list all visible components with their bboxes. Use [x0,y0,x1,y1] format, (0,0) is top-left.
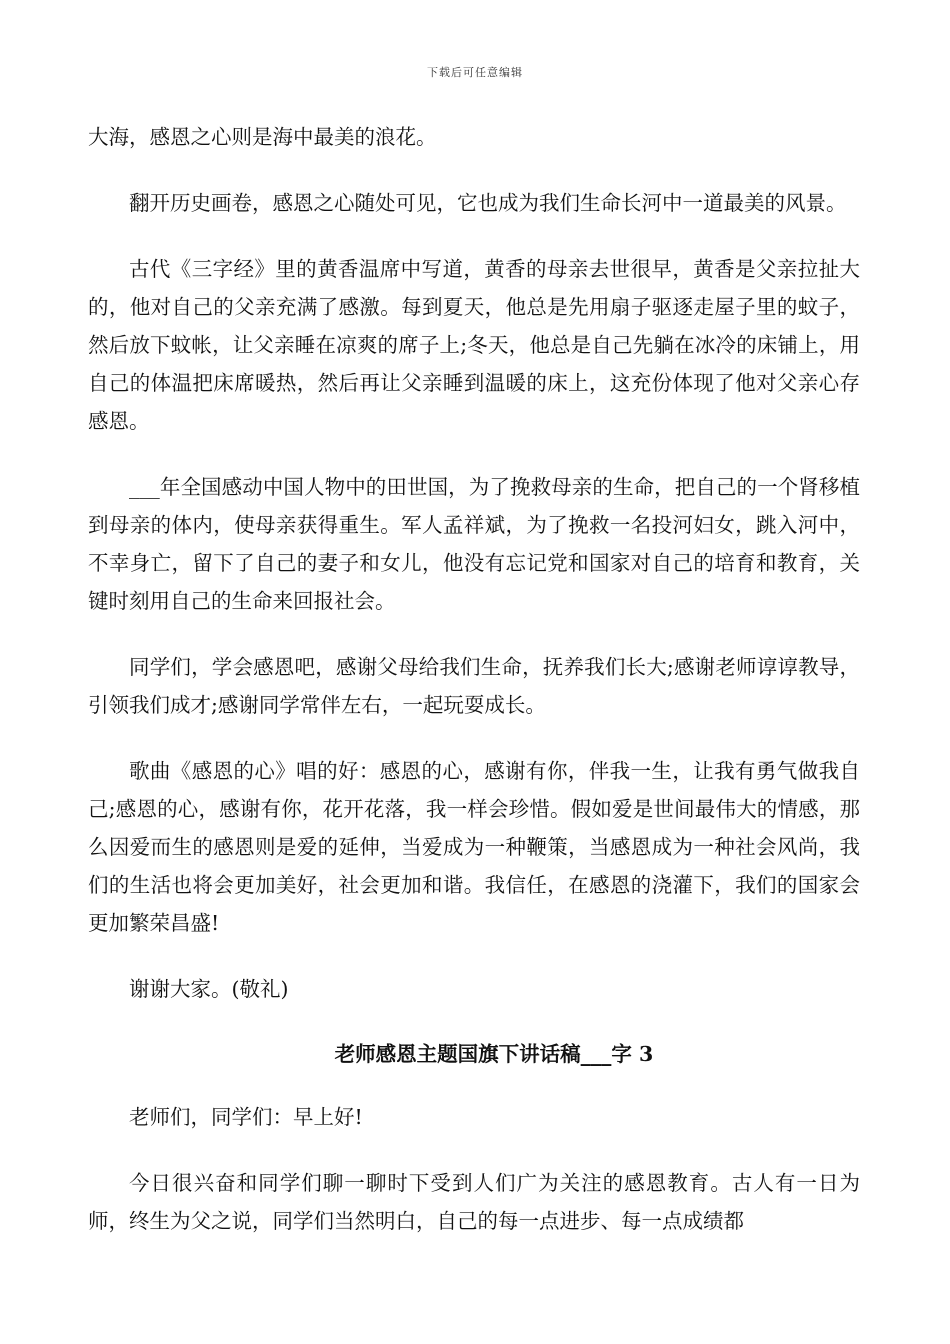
paragraph-1: 大海，感恩之心则是海中最美的浪花。 [88,125,437,149]
paragraph-3: 古代《三字经》里的黄香温席中写道，黄香的母亲去世很早，黄香是父亲拉扯大的，他对自己的父亲充满了感激。每到夏天，他总是先用扇子驱逐走屋子里的蚊子，然后放下蚊帐，让父亲睡在凉爽的席子上;冬天，他总是自己先躺在冰冷的床铺上，用自己的体温把床席暖热，然后再让父亲睡到温暖的床上，这充份体现了他对父亲心存感恩。 [88,257,860,433]
paragraph-7: 谢谢大家。(敬礼) [129,977,289,1001]
document-body [88,118,860,1268]
paragraph-5: 同学们，学会感恩吧，感谢父母给我们生命，抚养我们长大;感谢老师谆谆教导，引领我们成才;感谢同学常伴左右，一起玩耍成长。 [88,655,860,717]
paragraph-6: 歌曲《感恩的心》唱的好：感恩的心，感谢有你，伴我一生，让我有勇气做我自己;感恩的心，感谢有你，花开花落，我一样会珍惜。假如爱是世间最伟大的情感，那么因爱而生的感恩则是爱的延伸，当爱成为一种鞭策，当感恩成为一种社会风尚，我们的生活也将会更加美好，社会更加和谐。我信任，在感恩的浇灌下，我们的国家会更加繁荣昌盛! [88,759,860,935]
header-note: 下载后可任意编辑 [427,66,523,79]
paragraph-9: 今日很兴奋和同学们聊一聊时下受到人们广为关注的感恩教育。古人有一日为师，终生为父之说，同学们当然明白，自己的每一点进步、每一点成绩都 [88,1171,860,1233]
paragraph-4: ___年全国感动中国人物中的田世国，为了挽救母亲的生命，把自己的一个肾移植到母亲的体内，使母亲获得重生。军人孟祥斌，为了挽救一名投河妇女，跳入河中，不幸身亡，留下了自己的妻子和女儿，他没有忘记党和国家对自己的培育和教育，关键时刻用自己的生命来回报社会。 [88,475,860,613]
section-title: 老师感恩主题国旗下讲话稿___字 3 [334,1042,654,1066]
paragraph-8: 老师们，同学们：早上好! [129,1105,363,1129]
paragraph-2: 翻开历史画卷，感恩之心随处可见，它也成为我们生命长河中一道最美的风景。 [129,191,847,215]
